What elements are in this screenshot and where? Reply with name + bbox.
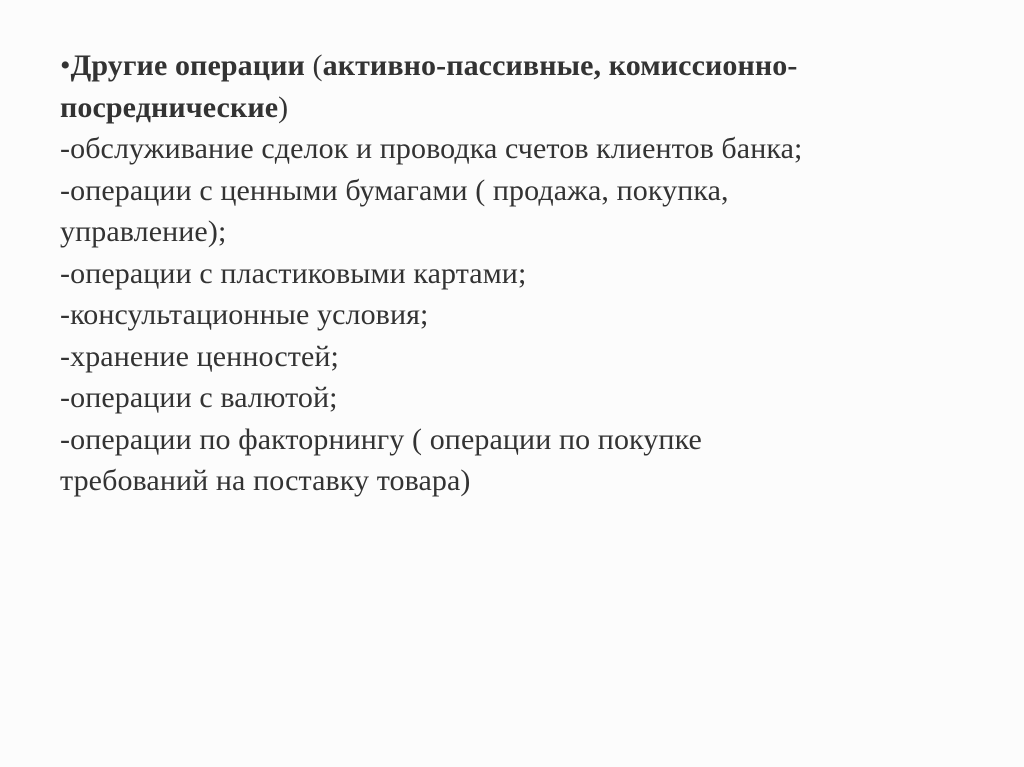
list-item-line: -хранение ценностей; <box>60 339 339 373</box>
list-item <box>60 336 960 378</box>
list-item-line: требований на поставку товара) <box>60 464 471 497</box>
heading-title: Другие операции <box>70 49 305 82</box>
list-item <box>60 294 960 336</box>
heading-paren-open: ( <box>304 49 323 82</box>
list-item <box>60 128 960 170</box>
list-item-line: -обслуживание сделок и проводка счетов клиентов банка; <box>60 132 803 165</box>
list-item-line: -консультационные условия; <box>60 298 429 331</box>
heading-paren-close: ) <box>278 90 289 124</box>
list-item <box>60 377 960 419</box>
list-item-line: -операции с ценными бумагами ( продажа, покупка, <box>60 173 729 207</box>
list-item <box>60 419 960 502</box>
list-item-line: управление); <box>60 215 227 248</box>
list-item <box>60 253 960 295</box>
list-item <box>60 170 960 253</box>
heading-paren-text-1: активно-пассивные, комиссионно- <box>322 49 798 82</box>
list-item-line: -операции по факторнингу ( операции по покупке <box>60 422 702 456</box>
heading-line-2 <box>60 87 960 129</box>
list-item-line: -операции с пластиковыми картами; <box>60 256 527 290</box>
heading-paren-text-2: посреднические <box>60 90 279 124</box>
list-item-line: -операции с валютой; <box>60 381 338 414</box>
heading-line-1 <box>60 45 960 87</box>
slide-body <box>60 45 960 502</box>
bullet: • <box>60 49 71 82</box>
